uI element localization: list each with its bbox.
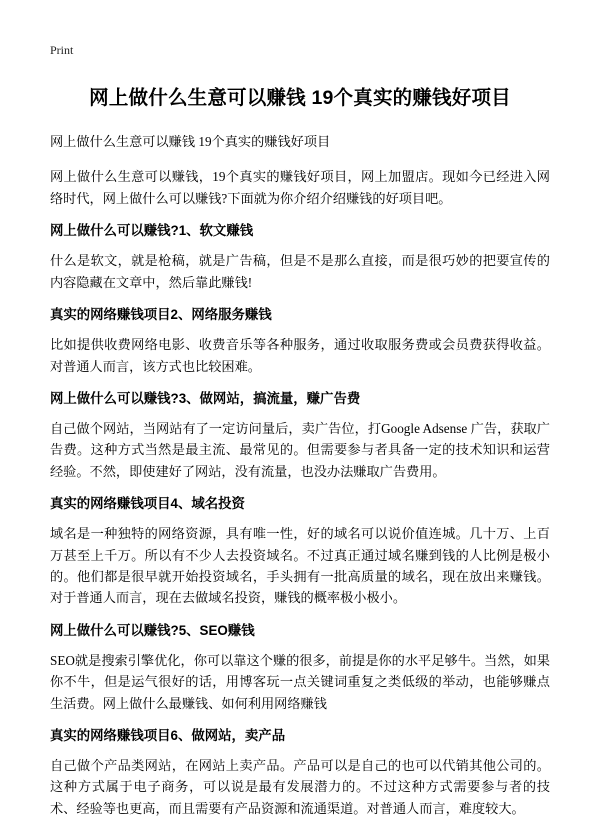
section-1 [50,222,550,293]
section-3-heading: 网上做什么可以赚钱?3、做网站，搞流量，赚广告费 [50,390,361,406]
section-2 [50,306,550,377]
intro-paragraph: 网上做什么生意可以赚钱，19个真实的赚钱好项目，网上加盟店。现如今已经进入网络时代，网上做什么可以赚钱?下面就为你介绍介绍赚钱的好项目吧。 [50,169,550,206]
page-title: 网上做什么生意可以赚钱 19个真实的赚钱好项目 [89,87,511,109]
section-4 [50,495,550,609]
section-2-heading: 真实的网络赚钱项目2、网络服务赚钱 [50,307,272,323]
section-3 [50,390,550,482]
section-4-heading: 真实的网络赚钱项目4、域名投资 [50,496,245,512]
section-6-heading: 真实的网络赚钱项目6、做网站，卖产品 [50,727,286,743]
section-5-body: SEO就是搜索引擎优化，你可以靠这个赚的很多，前提是你的水平足够牛。当然，如果你不牛，但是运气很好的话，用博客玩一点关键词重复之类低级的举动，也能够赚点生活费。网上做什么最赚钱、如何利用网络赚钱 [50,652,550,711]
section-5 [50,622,550,714]
section-6 [50,727,550,819]
section-5-heading: 网上做什么可以赚钱?5、SEO赚钱 [50,622,255,638]
section-1-body: 什么是软文，就是枪稿，就是广告稿，但是不是那么直接，而是很巧妙的把要宣传的内容隐藏在文章中，然后靠此赚钱! [50,253,550,290]
section-4-body: 域名是一种独特的网络资源，具有唯一性，好的域名可以说价值连城。几十万、上百万甚至上千万。所以有不少人去投资域名。不过真正通过域名赚到钱的人比例是极小的。他们都是很早就开始投资域名，手头拥有一批高质量的域名，现在放出来赚钱。对于普通人而言，现在去做域名投资，赚钱的概率极小极小。 [50,526,550,606]
document-subtitle: 网上做什么生意可以赚钱 19个真实的赚钱好项目 [50,134,331,149]
section-3-body: 自己做个网站，当网站有了一定访问量后，卖广告位，打Google Adsense 广告，获取广告费。这种方式当然是最主流、最常见的。但需要参与者具备一定的技术知识和运营经验。不然，即使建好了网站，没有流量，也没办法赚取广告费用。 [50,420,550,479]
section-1-heading: 网上做什么可以赚钱?1、软文赚钱 [50,223,254,239]
section-6-body: 自己做个产品类网站，在网站上卖产品。产品可以是自己的也可以代销其他公司的。这种方式属于电子商务，可以说是最有发展潜力的。不过这种方式需要参与者的技术、经验等也更高，而且需要有产品资源和流通渠道。对普通人而言，难度较大。 [50,758,550,816]
print-label[interactable]: Print [50,43,74,57]
section-2-body: 比如提供收费网络电影、收费音乐等各种服务，通过收取服务费或会员费获得收益。对普通人而言，该方式也比较困难。 [50,337,550,374]
